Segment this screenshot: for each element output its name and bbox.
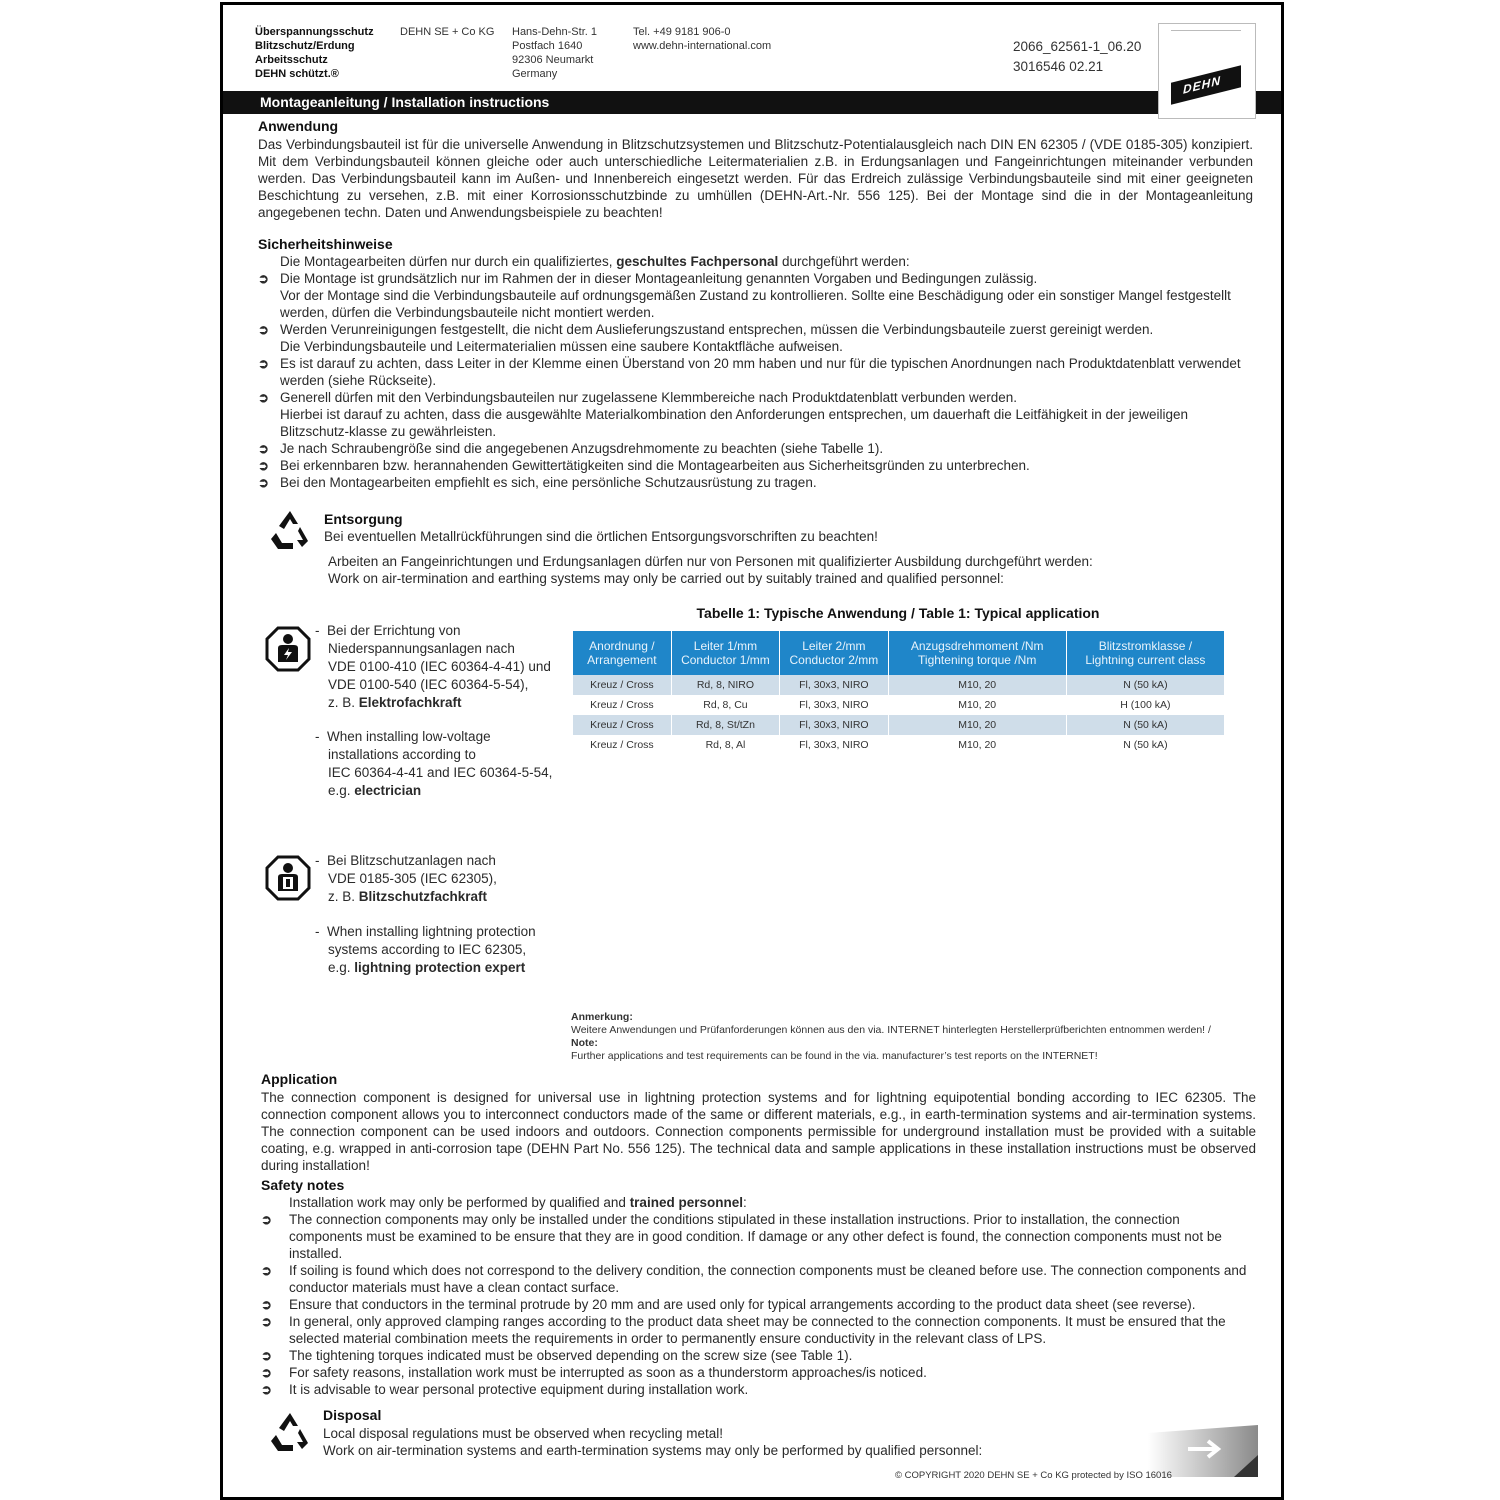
- note-en-text: Further applications and test requirements can be found in the via. manufacturer’s test reports on the INTERNET!: [571, 1050, 1098, 1062]
- address-line: Hans-Dehn-Str. 1: [512, 26, 597, 38]
- table-title: Tabelle 1: Typische Anwendung / Table 1: Typical application: [696, 605, 1100, 621]
- application-text: The connection component is designed for universal use in lightning protection systems and for lightning equipotential bonding according to IEC 62305. The connection component allows you to interconnect conductors made of the same or different materials, e.g., in earth-termination systems and air-termination systems. The connection component can be used indoors and outdoors. Connection components permissible for underground installation must be provided with a suitable coating, e.g. wrapped in anti-corrosion tape (DEHN Part No. 556 125). The technical data and sample applications in these installation instructions must be observed during installation!: [261, 1090, 1256, 1173]
- safety-heading: Safety notes: [261, 1177, 345, 1193]
- document-numbers: [1013, 37, 1141, 77]
- arrow-bullet-icon: ➲: [258, 356, 269, 371]
- list-item: ➲ Es ist darauf zu achten, dass Leiter in der Klemme einen Überstand von 20 mm haben und nur für die typischen Anordnungen nach Produktdatenblatt verwendet werden (siehe Rückseite).: [258, 356, 1241, 388]
- disposal-qualified: Work on air-termination systems and earth-termination systems may only be performed by qualified personnel:: [323, 1443, 983, 1458]
- arrow-bullet-icon: ➲: [258, 271, 269, 286]
- typical-application-table: [573, 631, 1225, 755]
- list-item: ➲ Bei erkennbaren bzw. herannahenden Gewittertätigkeiten sind die Montagearbeiten aus Sicherheitsgründen zu unterbrechen.: [258, 458, 1030, 473]
- logo-text: DEHN: [1183, 73, 1222, 97]
- arrow-bullet-icon: ➲: [258, 441, 269, 456]
- table-header-row: [573, 631, 1225, 675]
- arrow-bullet-icon: ➲: [258, 458, 269, 473]
- tagline-line: Blitzschutz/Erdung: [255, 40, 355, 52]
- note-en-label: Note:: [571, 1037, 598, 1049]
- doc-number: 2066_62561-1_06.20: [1013, 39, 1142, 54]
- disposal-heading: Disposal: [323, 1407, 382, 1423]
- arrow-bullet-icon: ➲: [261, 1382, 272, 1397]
- tagline-line: DEHN schützt.®: [255, 68, 339, 80]
- list-item: ➲ If soiling is found which does not correspond to the delivery condition, the connection components must be cleaned before use. The connection components and conductor materials must have a clean contact surface.: [261, 1263, 1247, 1295]
- anwendung-text: Das Verbindungsbauteil ist für die universelle Anwendung in Blitzschutzsystemen und Blitzschutz-Potentialausgleich nach DIN EN 62305 / (VDE 0185-305) konzipiert. Mit dem Verbindungsbauteil können gleiche oder auch unterschiedliche Leitermaterialien z.B. in Erdungsanlagen und Fangeinrichtungen miteinander verbunden werden. Das Verbindungsbauteil kann im Außen- und Innenbereich eingesetzt werden. Für das Erdreich zulässige Verbindungsbauteile sind mit einer geeigneten Beschichtung zu versehen, z.B. mit einer Korrosionsschutzbinde zu umhüllen (DEHN-Art.-Nr. 556 125). Bei der Montage sind die in der Montageanleitung angegebenen techn. Daten und Anwendungsbeispiele zu beachten!: [258, 137, 1253, 220]
- qualified-en: Work on air-termination and earthing systems may only be carried out by suitably trained and qualified personnel:: [328, 571, 1004, 586]
- safety-intro: Installation work may only be performed by qualified and trained personnel:: [289, 1195, 747, 1210]
- qualified-de: Arbeiten an Fangeinrichtungen und Erdungsanlagen dürfen nur von Personen mit qualifizierter Ausbildung durchgeführt werden:: [328, 554, 1093, 569]
- list-item: ➲ The tightening torques indicated must be observed depending on the screw size (see Table 1).: [261, 1348, 853, 1363]
- list-item: ➲ Die Montage ist grundsätzlich nur im Rahmen der in dieser Montageanleitung genannten Vorgaben und Bedingungen zulässig.: [258, 271, 1038, 286]
- tagline-line: Überspannungsschutz: [255, 26, 374, 38]
- column-header: Leiter 1/mm Conductor 1/mm: [671, 631, 779, 675]
- arrow-bullet-icon: ➲: [261, 1314, 272, 1329]
- list-item: Vor der Montage sind die Verbindungsbauteile auf ordnungsgemäßen Zustand zu kontrollieren. Sollte eine Beschädigung oder ein sonstiger Mangel festgestellt werden, dürfen die Verbindungsbauteile nicht montiert werden.: [280, 288, 1231, 320]
- recycle-icon: [267, 1409, 313, 1455]
- arrow-bullet-icon: ➲: [261, 1348, 272, 1363]
- list-item: Die Verbindungsbauteile und Leitermaterialien müssen eine saubere Kontaktfläche aufweisen.: [280, 339, 843, 354]
- column-header: Anzugsdrehmoment /Nm Tightening torque /Nm: [888, 631, 1066, 675]
- list-item: ➲ Je nach Schraubengröße sind die angegebenen Anzugsdrehmomente zu beachten (siehe Tabelle 1).: [258, 441, 884, 456]
- table-row: Kreuz / Cross Rd, 8, St/tZn Fl, 30x3, NIRO M10, 20 N (50 kA): [573, 715, 1225, 735]
- sicherheit-intro: Die Montagearbeiten dürfen nur durch ein qualifiziertes, geschultes Fachpersonal durchgeführt werden:: [280, 254, 910, 269]
- electrician-icon: [265, 626, 311, 672]
- dehn-logo: [1158, 23, 1256, 119]
- lp-expert-de: - Bei Blitzschutzanlagen nach VDE 0185-305 (IEC 62305), z. B. Blitzschutzfachkraft: [315, 853, 497, 904]
- copyright: © COPYRIGHT 2020 DEHN SE + Co KG protected by ISO 16016: [895, 1470, 1172, 1481]
- address-line: Postfach 1640: [512, 40, 583, 52]
- entsorgung-heading: Entsorgung: [324, 511, 403, 527]
- list-item: ➲ Bei den Montagearbeiten empfiehlt es sich, eine persönliche Schutzausrüstung zu tragen.: [258, 475, 817, 490]
- sicherheit-section: [258, 253, 1253, 491]
- tagline-line: Arbeitsschutz: [255, 54, 328, 66]
- contact-website: www.dehn-international.com: [633, 40, 772, 52]
- application-heading: Application: [261, 1071, 338, 1087]
- list-item: ➲ It is advisable to wear personal protective equipment during installation work.: [261, 1382, 749, 1397]
- column-header: Blitzstromklasse / Lightning current class: [1066, 631, 1224, 675]
- arrow-bullet-icon: ➲: [261, 1263, 272, 1278]
- list-item: ➲ Ensure that conductors in the terminal protrude by 20 mm and are used only for typical arrangements according to the product data sheet (see reverse).: [261, 1297, 1196, 1312]
- table-row: Kreuz / Cross Rd, 8, Cu Fl, 30x3, NIRO M10, 20 H (100 kA): [573, 695, 1225, 715]
- column-header: Leiter 2/mm Conductor 2/mm: [780, 631, 888, 675]
- list-item: ➲ In general, only approved clamping ranges according to the product data sheet may be connected to the connection components. It must be ensured that the selected material combination meets the requirements in order to permanently ensure conductivity in the relevant class of LPS.: [261, 1314, 1226, 1346]
- entsorgung-text: Bei eventuellen Metallrückführungen sind die örtlichen Entsorgungsvorschriften zu beachten!: [324, 529, 878, 544]
- lp-expert-en: - When installing lightning protection systems according to IEC 62305, e.g. lightning protection expert: [315, 924, 536, 975]
- doc-code: 3016546 02.21: [1013, 59, 1104, 74]
- recycle-icon: [267, 507, 313, 553]
- lightning-protection-expert-icon: [265, 855, 311, 901]
- list-item: ➲ Generell dürfen mit den Verbindungsbauteilen nur zugelassene Klemmbereiche nach Produktdatenblatt verbunden werden.: [258, 390, 1017, 405]
- list-item: ➲ The connection components may only be installed under the conditions stipulated in these installation instructions. Prior to installation, the connection components must be examined to be ensure that they are in good condition. If damage or any other defect is found, the connection components must not be installed.: [261, 1212, 1222, 1261]
- address-line: 92306 Neumarkt: [512, 54, 594, 66]
- arrow-bullet-icon: ➲: [261, 1365, 272, 1380]
- note-de-label: Anmerkung:: [571, 1011, 633, 1023]
- contact-phone: Tel. +49 9181 906-0: [633, 26, 731, 38]
- sicherheit-heading: Sicherheitshinweise: [258, 236, 393, 252]
- arrow-bullet-icon: ➲: [258, 322, 269, 337]
- note-block: [571, 1011, 1211, 1063]
- list-item: Hierbei ist darauf zu achten, dass die ausgewählte Materialkombination den Anforderungen entsprechen, um dauerhaft die Leitfähigkeit in der jeweiligen Blitzschutz-klasse zu gewährleisten.: [280, 407, 1189, 439]
- instruction-sheet: [220, 2, 1284, 1500]
- column-header: Anordnung / Arrangement: [573, 631, 671, 675]
- anwendung-heading: Anwendung: [258, 118, 339, 134]
- company-name: DEHN SE + Co KG: [400, 26, 495, 38]
- table-row: Kreuz / Cross Rd, 8, Al Fl, 30x3, NIRO M10, 20 N (50 kA): [573, 735, 1225, 755]
- disposal-text: Local disposal regulations must be observed when recycling metal!: [323, 1426, 723, 1441]
- arrow-bullet-icon: ➲: [261, 1297, 272, 1312]
- address-line: Germany: [512, 68, 558, 80]
- company-address: [512, 25, 597, 81]
- arrow-bullet-icon: ➲: [258, 475, 269, 490]
- note-de-text: Weitere Anwendungen und Prüfanforderungen können aus den via. INTERNET hinterlegten Herstellerprüfberichten entnommen werden! /: [571, 1024, 1211, 1036]
- electrician-de: - Bei der Errichtung von Niederspannungsanlagen nach VDE 0100-410 (IEC 60364-4-41) und VDE 0100-540 (IEC 60364-5-54), z. B. Elektrofachkraft: [315, 623, 551, 710]
- company-contact: [633, 25, 771, 53]
- company-tagline: [255, 25, 374, 81]
- arrow-bullet-icon: ➲: [258, 390, 269, 405]
- table-row: Kreuz / Cross Rd, 8, NIRO Fl, 30x3, NIRO M10, 20 N (50 kA): [573, 675, 1225, 695]
- list-item: ➲ Werden Verunreinigungen festgestellt, die nicht dem Auslieferungszustand entsprechen, müssen die Verbindungsbauteile zuerst gereinigt werden.: [258, 322, 1154, 337]
- arrow-bullet-icon: ➲: [261, 1212, 272, 1227]
- page-title: Montageanleitung / Installation instructions: [260, 94, 550, 110]
- safety-section: [261, 1194, 1251, 1398]
- title-bar: [223, 91, 1281, 114]
- electrician-en: - When installing low-voltage installations according to IEC 60364-4-41 and IEC 60364-5-54, e.g. electrician: [315, 729, 553, 798]
- list-item: ➲ For safety reasons, installation work must be interrupted as soon as a thunderstorm approaches/is noticed.: [261, 1365, 927, 1380]
